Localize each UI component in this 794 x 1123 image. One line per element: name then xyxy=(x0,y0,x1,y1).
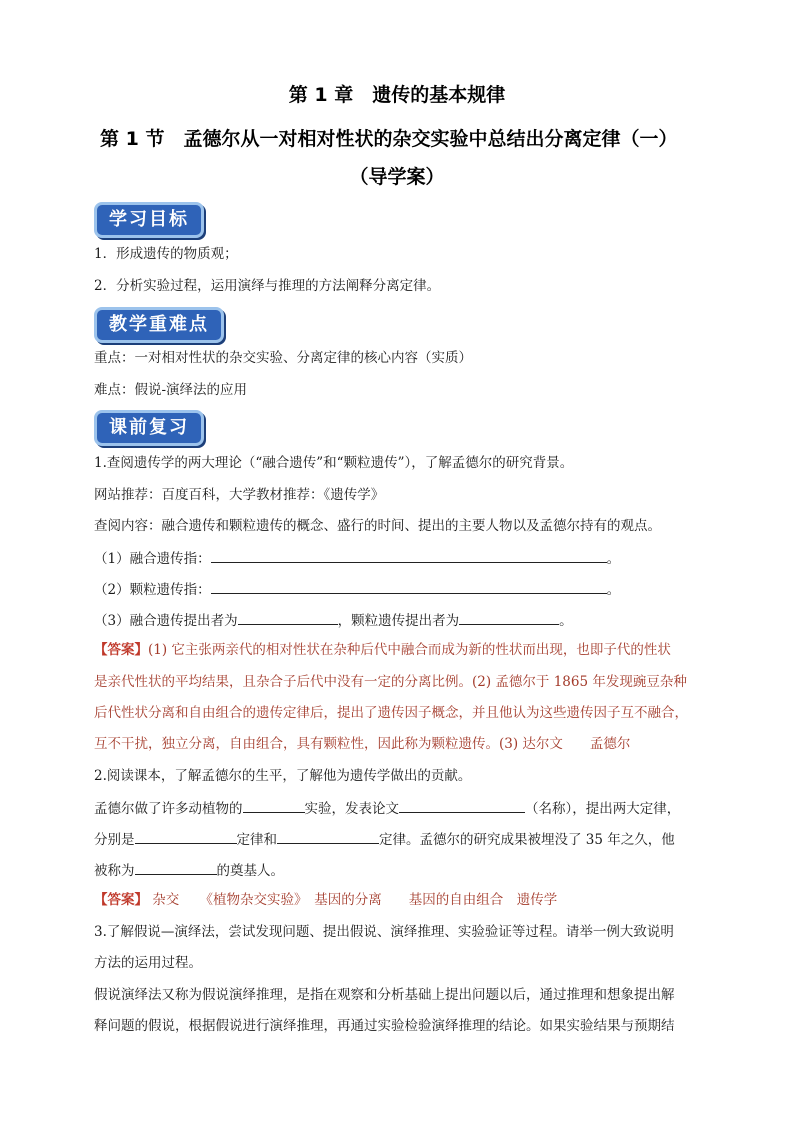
answer-1-line: 后代性状分离和自由组合的遗传定律后，提出了遗传因子概念，并且他认为这些遗传因子互不融合， xyxy=(94,705,688,721)
text: 被称为 xyxy=(94,863,135,879)
question-3-stem: 3.了解假说—演绎法，尝试发现问题、提出假说、演绎推理、实验验证等过程。请举一例大致说明 xyxy=(94,924,674,940)
question-2-line-2 xyxy=(94,829,714,850)
fill-item-1-label: （1）融合遗传指： xyxy=(94,551,211,567)
answer-tag: 【答案】 xyxy=(94,892,148,908)
period: 。 xyxy=(606,582,621,598)
fill-item-3 xyxy=(94,610,714,631)
answer-text: 杂交 《植物杂交实验》 基因的分离 基因的自由组合 遗传学 xyxy=(148,892,558,908)
section-title: 第 1 节 孟德尔从一对相对性状的杂交实验中总结出分离定律（一） xyxy=(100,128,678,150)
text: 的奠基人。 xyxy=(216,863,284,879)
answer-tag: 【答案】 xyxy=(94,642,148,658)
lookup-content: 查阅内容：融合遗传和颗粒遗传的概念、盛行的时间、提出的主要人物以及孟德尔持有的观点。 xyxy=(94,518,661,534)
fill-item-3-label: （3）融合遗传提出者为 xyxy=(94,613,238,629)
question-1-stem: 1.查阅遗传学的两大理论（“融合遗传”和“颗粒遗传”），了解孟德尔的研究背景。 xyxy=(94,455,574,471)
goal-item: 1．形成遗传的物质观； xyxy=(94,246,238,262)
question-2-stem: 2.阅读课本，了解孟德尔的生平，了解他为遗传学做出的贡献。 xyxy=(94,768,472,784)
text: （名称），提出两大定律， xyxy=(525,801,681,817)
fill-item-1 xyxy=(94,548,714,569)
answer-text: (1) 它主张两亲代的相对性状在杂种后代中融合而成为新的性状而出现，也即子代的性状 xyxy=(148,642,671,658)
answer-blank[interactable] xyxy=(135,860,217,875)
answer-1-line xyxy=(94,640,714,660)
answer-blank[interactable] xyxy=(243,798,305,813)
text: 分别是 xyxy=(94,832,135,848)
chapter-title: 第 1 章 遗传的基本规律 xyxy=(288,84,506,106)
question-3-body: 假说演绎法又称为假说演绎推理，是指在观察和分析基础上提出问题以后，通过推理和想象提出解 xyxy=(94,987,675,1003)
text: 定律。孟德尔的研究成果被埋没了 35 年之久，他 xyxy=(379,832,675,848)
key-points-badge: 教学重难点 xyxy=(94,307,224,343)
answer-blank[interactable] xyxy=(459,610,559,625)
period: 。 xyxy=(606,551,621,567)
answer-blank[interactable] xyxy=(238,610,338,625)
answer-1-line: 是亲代性状的平均结果，且杂合子后代中没有一定的分离比例。(2) 孟德尔于 1865 年发现豌豆杂种 xyxy=(94,674,687,690)
fill-item-2 xyxy=(94,579,714,600)
preview-badge: 课前复习 xyxy=(94,410,204,446)
text: 实验，发表论文 xyxy=(304,801,399,817)
question-2-line-1 xyxy=(94,798,714,819)
fill-item-3-mid: ，颗粒遗传提出者为 xyxy=(337,613,460,629)
question-3-stem-cont: 方法的运用过程。 xyxy=(94,955,202,971)
question-2-line-3 xyxy=(94,860,714,881)
answer-blank[interactable] xyxy=(399,798,525,813)
website-recommendation: 网站推荐：百度百科，大学教材推荐：《遗传学》 xyxy=(94,487,385,503)
question-3-body: 释问题的假说，根据假说进行演绎推理，再通过实验检验演绎推理的结论。如果实验结果与预期结 xyxy=(94,1018,675,1034)
goal-item: 2．分析实验过程，运用演绎与推理的方法阐释分离定律。 xyxy=(94,278,441,294)
difficulty-point: 难点：假说-演绎法的应用 xyxy=(94,382,248,398)
answer-blank[interactable] xyxy=(277,829,379,844)
answer-blank[interactable] xyxy=(211,548,607,563)
answer-blank[interactable] xyxy=(135,829,237,844)
text: 孟德尔做了许多动植物的 xyxy=(94,801,243,817)
answer-1-line: 互不干扰，独立分离，自由组合，具有颗粒性，因此称为颗粒遗传。(3) 达尔文 孟德尔 xyxy=(94,736,631,752)
subtitle: （导学案） xyxy=(349,166,445,188)
focus-point: 重点：一对相对性状的杂交实验、分离定律的核心内容（实质） xyxy=(94,350,472,366)
answer-2-line xyxy=(94,890,714,910)
text: 定律和 xyxy=(236,832,277,848)
period: 。 xyxy=(559,613,573,629)
learning-goals-badge: 学习目标 xyxy=(94,202,204,238)
answer-blank[interactable] xyxy=(211,579,607,594)
fill-item-2-label: （2）颗粒遗传指： xyxy=(94,582,211,598)
